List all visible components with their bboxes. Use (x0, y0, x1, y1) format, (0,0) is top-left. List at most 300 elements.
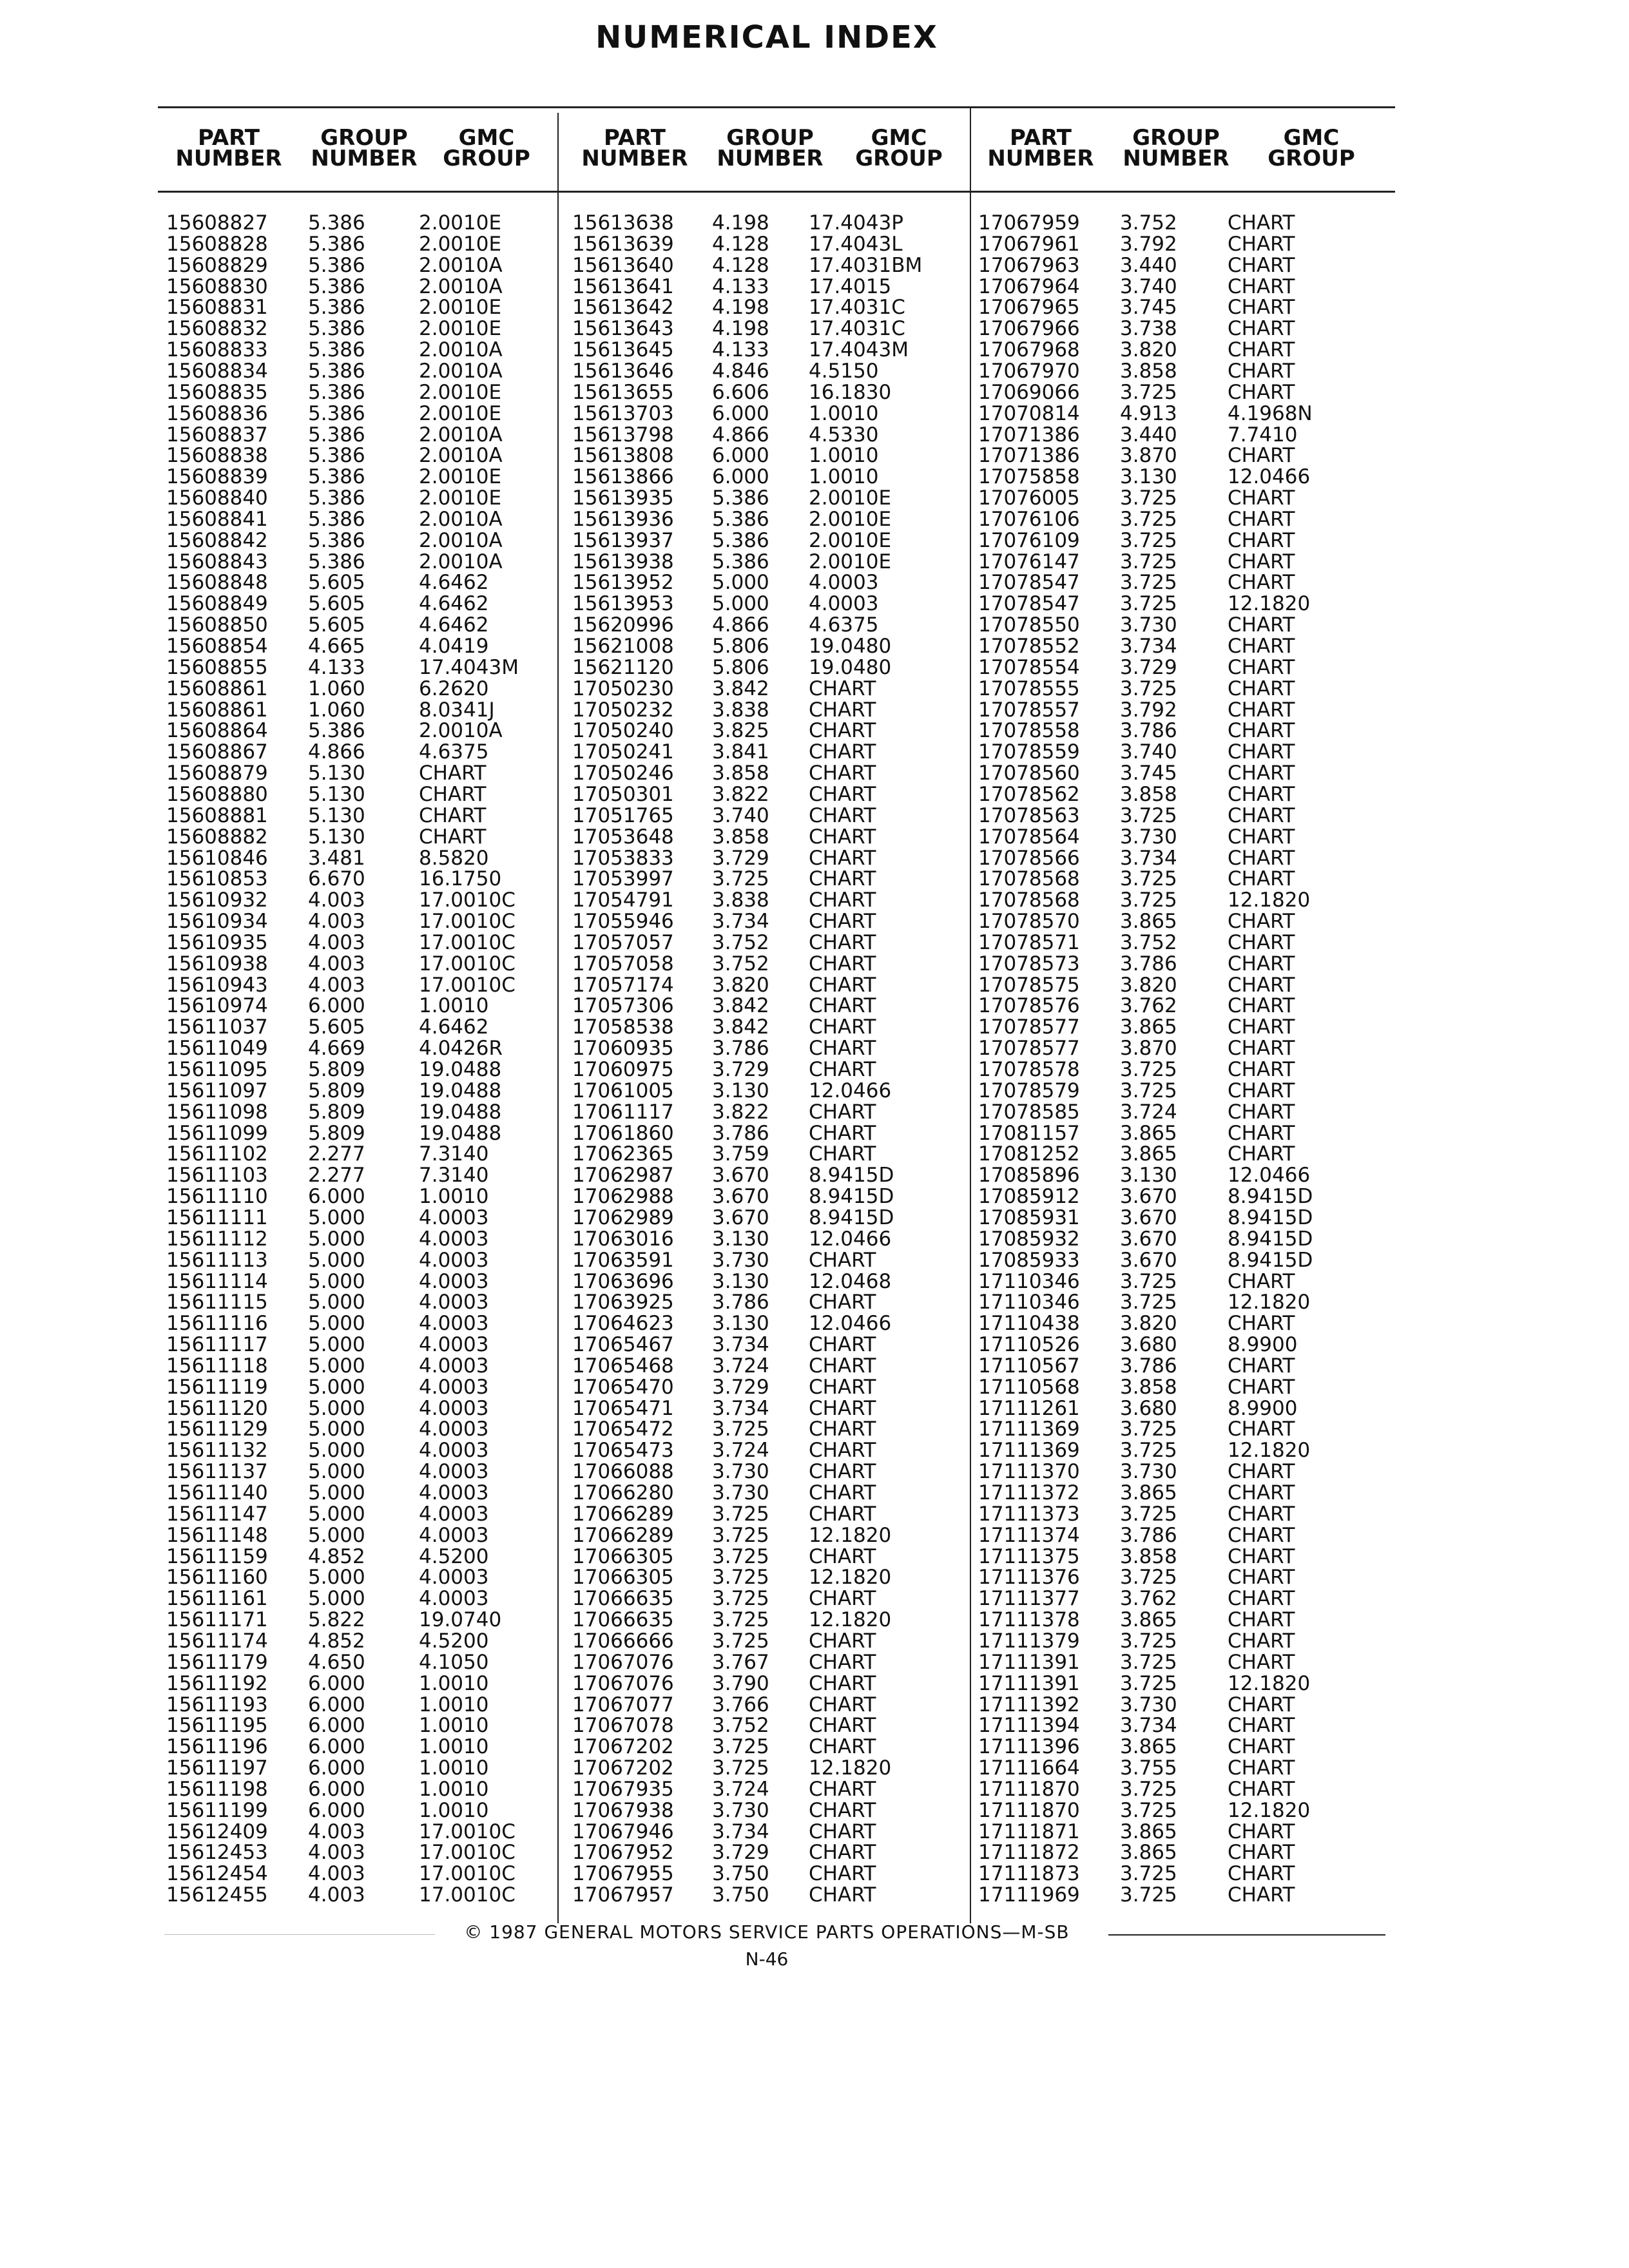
col2-row55-part-number: 17065468 (572, 1354, 674, 1378)
col2-row29-group-number: 3.740 (712, 803, 769, 827)
col3-row50-part-number: 17085933 (978, 1248, 1080, 1272)
col1-row29-group-number: 5.130 (308, 803, 365, 827)
col3-row40-gmc-group: CHART (1228, 1037, 1295, 1061)
col1-row53-part-number: 15611116 (166, 1312, 268, 1336)
col3-row41-group-number: 3.725 (1120, 1058, 1177, 1081)
col2-row30-part-number: 17053648 (572, 825, 674, 849)
col3-row66-gmc-group: CHART (1228, 1587, 1295, 1611)
col1-row17-gmc-group: 2.0010A (419, 550, 503, 573)
col3-row32-group-number: 3.725 (1120, 867, 1177, 891)
col2-row50-group-number: 3.730 (712, 1248, 769, 1272)
col1-row4-group-number: 5.386 (308, 274, 365, 298)
col2-row1-gmc-group: 17.4043P (809, 211, 903, 235)
col3-row32-gmc-group: CHART (1228, 867, 1295, 891)
col1-row52-part-number: 15611115 (166, 1291, 268, 1314)
col2-row25-part-number: 17050240 (572, 719, 674, 743)
col2-row57-group-number: 3.734 (712, 1396, 769, 1420)
col3-row30-gmc-group: CHART (1228, 825, 1295, 849)
col1-row51-gmc-group: 4.0003 (419, 1269, 489, 1293)
col1-row64-gmc-group: 4.5200 (419, 1544, 489, 1568)
col1-row66-gmc-group: 4.0003 (419, 1587, 489, 1611)
col1-row80-gmc-group: 17.0010C (419, 1883, 516, 1907)
header-group-number-2: GROUP NUMBER (717, 125, 824, 171)
col2-row52-gmc-group: CHART (809, 1291, 876, 1314)
col1-row38-group-number: 6.000 (308, 994, 365, 1018)
col1-row50-gmc-group: 4.0003 (419, 1248, 489, 1272)
col3-row75-gmc-group: CHART (1228, 1777, 1295, 1801)
col1-row30-gmc-group: CHART (419, 825, 487, 849)
col1-row58-part-number: 15611129 (166, 1418, 268, 1441)
col3-row74-gmc-group: CHART (1228, 1756, 1295, 1780)
col2-row5-group-number: 4.198 (712, 296, 769, 320)
col1-row76-part-number: 15611199 (166, 1798, 268, 1822)
col3-row73-gmc-group: CHART (1228, 1735, 1295, 1759)
col2-row42-part-number: 17061005 (572, 1079, 674, 1102)
col1-row46-gmc-group: 7.3140 (419, 1164, 489, 1187)
col3-row36-gmc-group: CHART (1228, 952, 1295, 975)
col1-row7-part-number: 15608833 (166, 338, 268, 362)
col3-row40-part-number: 17078577 (978, 1037, 1080, 1061)
col3-row57-group-number: 3.680 (1120, 1396, 1177, 1420)
col1-row35-group-number: 4.003 (308, 930, 365, 954)
col3-row74-part-number: 17111664 (978, 1756, 1080, 1780)
col1-row79-part-number: 15612454 (166, 1862, 268, 1886)
col3-row10-group-number: 4.913 (1120, 401, 1177, 425)
col3-row12-part-number: 17071386 (978, 444, 1080, 468)
col2-row78-group-number: 3.729 (712, 1841, 769, 1865)
col3-row24-gmc-group: CHART (1228, 698, 1295, 722)
col2-row72-part-number: 17067078 (572, 1714, 674, 1738)
col3-row33-part-number: 17078568 (978, 889, 1080, 912)
col2-row56-group-number: 3.729 (712, 1375, 769, 1399)
col2-row67-group-number: 3.725 (712, 1608, 769, 1632)
col3-row17-group-number: 3.725 (1120, 550, 1177, 573)
col1-row61-group-number: 5.000 (308, 1481, 365, 1504)
col3-row63-group-number: 3.786 (1120, 1523, 1177, 1547)
col3-row59-group-number: 3.725 (1120, 1439, 1177, 1463)
col1-row40-part-number: 15611049 (166, 1037, 268, 1061)
col2-row16-group-number: 5.386 (712, 528, 769, 552)
col2-row31-gmc-group: CHART (809, 846, 876, 870)
col2-row8-part-number: 15613646 (572, 359, 674, 383)
col1-row23-group-number: 1.060 (308, 677, 365, 700)
col1-row14-part-number: 15608840 (166, 486, 268, 510)
col2-row7-group-number: 4.133 (712, 338, 769, 362)
col2-row32-part-number: 17053997 (572, 867, 674, 891)
col3-row52-group-number: 3.725 (1120, 1291, 1177, 1314)
col1-row31-group-number: 3.481 (308, 846, 365, 870)
col2-row17-part-number: 15613938 (572, 550, 674, 573)
col2-row14-group-number: 5.386 (712, 486, 769, 510)
col2-row62-part-number: 17066289 (572, 1502, 674, 1526)
col3-row25-part-number: 17078558 (978, 719, 1080, 743)
col3-row15-group-number: 3.725 (1120, 507, 1177, 531)
col2-row63-group-number: 3.725 (712, 1523, 769, 1547)
col3-row27-group-number: 3.745 (1120, 762, 1177, 785)
col2-row68-gmc-group: CHART (809, 1629, 876, 1653)
column-divider-2 (970, 106, 971, 1923)
col3-row27-gmc-group: CHART (1228, 762, 1295, 785)
col1-row60-gmc-group: 4.0003 (419, 1460, 489, 1484)
col1-row46-group-number: 2.277 (308, 1164, 365, 1187)
col3-row49-group-number: 3.670 (1120, 1227, 1177, 1251)
col1-row80-group-number: 4.003 (308, 1883, 365, 1907)
col1-row12-gmc-group: 2.0010A (419, 444, 503, 468)
col2-row63-part-number: 17066289 (572, 1523, 674, 1547)
col3-row78-gmc-group: CHART (1228, 1841, 1295, 1865)
col2-row38-part-number: 17057306 (572, 994, 674, 1018)
col2-row19-gmc-group: 4.0003 (809, 592, 879, 616)
col3-row8-part-number: 17067970 (978, 359, 1080, 383)
col3-row17-part-number: 17076147 (978, 550, 1080, 573)
col3-row18-group-number: 3.725 (1120, 571, 1177, 595)
col2-row63-gmc-group: 12.1820 (809, 1523, 892, 1547)
col3-row67-group-number: 3.865 (1120, 1608, 1177, 1632)
col3-row16-group-number: 3.725 (1120, 528, 1177, 552)
col3-row43-gmc-group: CHART (1228, 1100, 1295, 1124)
col3-row69-group-number: 3.725 (1120, 1650, 1177, 1674)
col2-row29-part-number: 17051765 (572, 803, 674, 827)
col2-row59-gmc-group: CHART (809, 1439, 876, 1463)
col1-row6-group-number: 5.386 (308, 317, 365, 341)
col1-row32-group-number: 6.670 (308, 867, 365, 891)
col1-row63-group-number: 5.000 (308, 1523, 365, 1547)
col1-row73-part-number: 15611196 (166, 1735, 268, 1759)
col1-row62-part-number: 15611147 (166, 1502, 268, 1526)
col2-row23-group-number: 3.842 (712, 677, 769, 700)
col3-row31-part-number: 17078566 (978, 846, 1080, 870)
col2-row13-group-number: 6.000 (712, 465, 769, 489)
col1-row43-part-number: 15611098 (166, 1100, 268, 1124)
col1-row12-part-number: 15608838 (166, 444, 268, 468)
col2-row71-group-number: 3.766 (712, 1693, 769, 1716)
col2-row65-part-number: 17066305 (572, 1566, 674, 1590)
col1-row39-gmc-group: 4.6462 (419, 1015, 489, 1039)
col2-row46-gmc-group: 8.9415D (809, 1164, 894, 1187)
col1-row28-group-number: 5.130 (308, 782, 365, 806)
col3-row43-part-number: 17078585 (978, 1100, 1080, 1124)
col1-row6-part-number: 15608832 (166, 317, 268, 341)
col3-row11-part-number: 17071386 (978, 423, 1080, 447)
col1-row20-gmc-group: 4.6462 (419, 613, 489, 637)
col2-row8-gmc-group: 4.5150 (809, 359, 879, 383)
column-divider-1 (557, 113, 559, 1923)
col3-row55-gmc-group: CHART (1228, 1354, 1295, 1378)
col1-row51-group-number: 5.000 (308, 1269, 365, 1293)
header-bottom-rule (158, 191, 1395, 193)
col2-row9-part-number: 15613655 (572, 380, 674, 404)
col1-row45-group-number: 2.277 (308, 1142, 365, 1166)
col3-row68-group-number: 3.725 (1120, 1629, 1177, 1653)
col1-row67-gmc-group: 19.0740 (419, 1608, 502, 1632)
col2-row73-part-number: 17067202 (572, 1735, 674, 1759)
col3-row6-gmc-group: CHART (1228, 317, 1295, 341)
col2-row54-group-number: 3.734 (712, 1333, 769, 1357)
col3-row4-gmc-group: CHART (1228, 274, 1295, 298)
col1-row15-gmc-group: 2.0010A (419, 507, 503, 531)
col1-row44-gmc-group: 19.0488 (419, 1121, 502, 1145)
col3-row34-group-number: 3.865 (1120, 910, 1177, 934)
col2-row42-group-number: 3.130 (712, 1079, 769, 1102)
col1-row22-part-number: 15608855 (166, 655, 268, 679)
col3-row56-group-number: 3.858 (1120, 1375, 1177, 1399)
col3-row31-group-number: 3.734 (1120, 846, 1177, 870)
col3-row59-gmc-group: 12.1820 (1228, 1439, 1311, 1463)
col2-row37-gmc-group: CHART (809, 973, 876, 997)
col2-row48-group-number: 3.670 (712, 1206, 769, 1229)
col3-row60-gmc-group: CHART (1228, 1460, 1295, 1484)
col1-row61-gmc-group: 4.0003 (419, 1481, 489, 1504)
col1-row25-gmc-group: 2.0010A (419, 719, 503, 743)
col1-row33-gmc-group: 17.0010C (419, 889, 516, 912)
col2-row62-group-number: 3.725 (712, 1502, 769, 1526)
col1-row14-gmc-group: 2.0010E (419, 486, 502, 510)
col3-row13-group-number: 3.130 (1120, 465, 1177, 489)
col1-row35-part-number: 15610935 (166, 930, 268, 954)
col1-row22-group-number: 4.133 (308, 655, 365, 679)
col2-row22-part-number: 15621120 (572, 655, 674, 679)
col2-row80-group-number: 3.750 (712, 1883, 769, 1907)
col1-row33-group-number: 4.003 (308, 889, 365, 912)
col2-row35-part-number: 17057057 (572, 930, 674, 954)
col2-row31-group-number: 3.729 (712, 846, 769, 870)
col3-row21-group-number: 3.734 (1120, 635, 1177, 658)
col3-row44-part-number: 17081157 (978, 1121, 1080, 1145)
col3-row69-part-number: 17111391 (978, 1650, 1080, 1674)
col3-row24-group-number: 3.792 (1120, 698, 1177, 722)
col2-row62-gmc-group: CHART (809, 1502, 876, 1526)
col3-row33-group-number: 3.725 (1120, 889, 1177, 912)
col2-row68-group-number: 3.725 (712, 1629, 769, 1653)
col2-row42-gmc-group: 12.0466 (809, 1079, 892, 1102)
col2-row1-group-number: 4.198 (712, 211, 769, 235)
col2-row76-gmc-group: CHART (809, 1798, 876, 1822)
col3-row50-gmc-group: 8.9415D (1228, 1248, 1313, 1272)
col2-row43-part-number: 17061117 (572, 1100, 674, 1124)
col3-row69-gmc-group: CHART (1228, 1650, 1295, 1674)
col2-row44-gmc-group: CHART (809, 1121, 876, 1145)
col3-row61-part-number: 17111372 (978, 1481, 1080, 1504)
col2-row4-group-number: 4.133 (712, 274, 769, 298)
col1-row52-group-number: 5.000 (308, 1291, 365, 1314)
col1-row11-gmc-group: 2.0010A (419, 423, 503, 447)
col1-row48-part-number: 15611111 (166, 1206, 268, 1229)
col2-row53-gmc-group: 12.0466 (809, 1312, 892, 1336)
col3-row30-part-number: 17078564 (978, 825, 1080, 849)
col1-row7-gmc-group: 2.0010A (419, 338, 503, 362)
col3-row23-gmc-group: CHART (1228, 677, 1295, 700)
col1-row69-part-number: 15611179 (166, 1650, 268, 1674)
col1-row24-gmc-group: 8.0341J (419, 698, 495, 722)
col2-row6-group-number: 4.198 (712, 317, 769, 341)
col2-row46-part-number: 17062987 (572, 1164, 674, 1187)
col3-row51-part-number: 17110346 (978, 1269, 1080, 1293)
col3-row14-gmc-group: CHART (1228, 486, 1295, 510)
col1-row21-group-number: 4.665 (308, 635, 365, 658)
col1-row68-gmc-group: 4.5200 (419, 1629, 489, 1653)
col3-row5-group-number: 3.745 (1120, 296, 1177, 320)
col2-row58-part-number: 17065472 (572, 1418, 674, 1441)
col1-row3-part-number: 15608829 (166, 253, 268, 277)
col3-row35-group-number: 3.752 (1120, 930, 1177, 954)
col1-row78-gmc-group: 17.0010C (419, 1841, 516, 1865)
col3-row2-part-number: 17067961 (978, 232, 1080, 256)
col1-row42-group-number: 5.809 (308, 1079, 365, 1102)
col3-row4-part-number: 17067964 (978, 274, 1080, 298)
col1-row57-gmc-group: 4.0003 (419, 1396, 489, 1420)
col2-row26-part-number: 17050241 (572, 740, 674, 764)
col1-row27-group-number: 5.130 (308, 762, 365, 785)
col2-row59-group-number: 3.724 (712, 1439, 769, 1463)
col1-row69-group-number: 4.650 (308, 1650, 365, 1674)
col2-row69-group-number: 3.767 (712, 1650, 769, 1674)
col3-row16-part-number: 17076109 (978, 528, 1080, 552)
col1-row22-gmc-group: 17.4043M (419, 655, 519, 679)
col1-row68-part-number: 15611174 (166, 1629, 268, 1653)
col2-row38-group-number: 3.842 (712, 994, 769, 1018)
col2-row79-group-number: 3.750 (712, 1862, 769, 1886)
col3-row48-gmc-group: 8.9415D (1228, 1206, 1313, 1229)
col3-row41-gmc-group: CHART (1228, 1058, 1295, 1081)
col1-row59-group-number: 5.000 (308, 1439, 365, 1463)
col2-row71-gmc-group: CHART (809, 1693, 876, 1716)
col2-row64-part-number: 17066305 (572, 1544, 674, 1568)
col1-row28-gmc-group: CHART (419, 782, 487, 806)
col3-row3-gmc-group: CHART (1228, 253, 1295, 277)
col3-row2-group-number: 3.792 (1120, 232, 1177, 256)
col3-row64-group-number: 3.858 (1120, 1544, 1177, 1568)
col2-row24-group-number: 3.838 (712, 698, 769, 722)
col2-row35-group-number: 3.752 (712, 930, 769, 954)
col2-row23-gmc-group: CHART (809, 677, 876, 700)
col2-row25-gmc-group: CHART (809, 719, 876, 743)
col2-row34-gmc-group: CHART (809, 910, 876, 934)
col3-row9-group-number: 3.725 (1120, 380, 1177, 404)
col2-row76-group-number: 3.730 (712, 1798, 769, 1822)
col1-row54-gmc-group: 4.0003 (419, 1333, 489, 1357)
col3-row63-gmc-group: CHART (1228, 1523, 1295, 1547)
col2-row49-part-number: 17063016 (572, 1227, 674, 1251)
col3-row72-gmc-group: CHART (1228, 1714, 1295, 1738)
col2-row46-group-number: 3.670 (712, 1164, 769, 1187)
col2-row27-part-number: 17050246 (572, 762, 674, 785)
col2-row2-group-number: 4.128 (712, 232, 769, 256)
col3-row11-group-number: 3.440 (1120, 423, 1177, 447)
col1-row47-group-number: 6.000 (308, 1185, 365, 1209)
header-part-number-1: PART NUMBER (175, 125, 282, 171)
col2-row48-part-number: 17062989 (572, 1206, 674, 1229)
col3-row78-group-number: 3.865 (1120, 1841, 1177, 1865)
header-part-number-2: PART NUMBER (581, 125, 688, 171)
col2-row75-group-number: 3.724 (712, 1777, 769, 1801)
col2-row41-part-number: 17060975 (572, 1058, 674, 1081)
col1-row36-group-number: 4.003 (308, 952, 365, 975)
col1-row72-group-number: 6.000 (308, 1714, 365, 1738)
col1-row14-group-number: 5.386 (308, 486, 365, 510)
col2-row1-part-number: 15613638 (572, 211, 674, 235)
col3-row41-part-number: 17078578 (978, 1058, 1080, 1081)
col1-row30-group-number: 5.130 (308, 825, 365, 849)
col2-row38-gmc-group: CHART (809, 994, 876, 1018)
col2-row40-part-number: 17060935 (572, 1037, 674, 1061)
col2-row6-gmc-group: 17.4031C (809, 317, 905, 341)
col1-row41-part-number: 15611095 (166, 1058, 268, 1081)
col3-row37-part-number: 17078575 (978, 973, 1080, 997)
col2-row44-part-number: 17061860 (572, 1121, 674, 1145)
col2-row74-part-number: 17067202 (572, 1756, 674, 1780)
col2-row52-part-number: 17063925 (572, 1291, 674, 1314)
col2-row21-group-number: 5.806 (712, 635, 769, 658)
col3-row25-group-number: 3.786 (1120, 719, 1177, 743)
col3-row7-gmc-group: CHART (1228, 338, 1295, 362)
col3-row20-gmc-group: CHART (1228, 613, 1295, 637)
header-group-number-1: GROUP NUMBER (311, 125, 418, 171)
col3-row3-part-number: 17067963 (978, 253, 1080, 277)
col3-row9-part-number: 17069066 (978, 380, 1080, 404)
col2-row34-part-number: 17055946 (572, 910, 674, 934)
col2-row22-group-number: 5.806 (712, 655, 769, 679)
col2-row75-part-number: 17067935 (572, 1777, 674, 1801)
col2-row18-gmc-group: 4.0003 (809, 571, 879, 595)
col1-row26-gmc-group: 4.6375 (419, 740, 489, 764)
col1-row13-part-number: 15608839 (166, 465, 268, 489)
col1-row2-gmc-group: 2.0010E (419, 232, 502, 256)
col1-row13-group-number: 5.386 (308, 465, 365, 489)
col1-row70-gmc-group: 1.0010 (419, 1671, 489, 1695)
col3-row1-gmc-group: CHART (1228, 211, 1295, 235)
col1-row34-group-number: 4.003 (308, 910, 365, 934)
col2-row60-group-number: 3.730 (712, 1460, 769, 1484)
col1-row68-group-number: 4.852 (308, 1629, 365, 1653)
col3-row56-gmc-group: CHART (1228, 1375, 1295, 1399)
col3-row4-group-number: 3.740 (1120, 274, 1177, 298)
col2-row53-part-number: 17064623 (572, 1312, 674, 1336)
col2-row41-group-number: 3.729 (712, 1058, 769, 1081)
col3-row37-gmc-group: CHART (1228, 973, 1295, 997)
col3-row11-gmc-group: 7.7410 (1228, 423, 1298, 447)
col2-row59-part-number: 17065473 (572, 1439, 674, 1463)
col1-row50-group-number: 5.000 (308, 1248, 365, 1272)
col3-row14-part-number: 17076005 (978, 486, 1080, 510)
col2-row52-group-number: 3.786 (712, 1291, 769, 1314)
col3-row13-part-number: 17075858 (978, 465, 1080, 489)
col2-row5-part-number: 15613642 (572, 296, 674, 320)
col1-row54-part-number: 15611117 (166, 1333, 268, 1357)
col3-row8-group-number: 3.858 (1120, 359, 1177, 383)
col3-row26-gmc-group: CHART (1228, 740, 1295, 764)
col2-row27-gmc-group: CHART (809, 762, 876, 785)
col2-row77-gmc-group: CHART (809, 1820, 876, 1843)
col2-row4-part-number: 15613641 (572, 274, 674, 298)
col3-row70-gmc-group: 12.1820 (1228, 1671, 1311, 1695)
col3-row77-gmc-group: CHART (1228, 1820, 1295, 1843)
col3-row49-gmc-group: 8.9415D (1228, 1227, 1313, 1251)
col1-row8-gmc-group: 2.0010A (419, 359, 503, 383)
col2-row47-gmc-group: 8.9415D (809, 1185, 894, 1209)
col3-row77-part-number: 17111871 (978, 1820, 1080, 1843)
col2-row11-part-number: 15613798 (572, 423, 674, 447)
col3-row3-group-number: 3.440 (1120, 253, 1177, 277)
col3-row46-gmc-group: 12.0466 (1228, 1164, 1311, 1187)
col3-row32-part-number: 17078568 (978, 867, 1080, 891)
col2-row36-part-number: 17057058 (572, 952, 674, 975)
col2-row41-gmc-group: CHART (809, 1058, 876, 1081)
col1-row37-group-number: 4.003 (308, 973, 365, 997)
col2-row78-part-number: 17067952 (572, 1841, 674, 1865)
col2-row61-gmc-group: CHART (809, 1481, 876, 1504)
col2-row5-gmc-group: 17.4031C (809, 296, 905, 320)
col2-row80-gmc-group: CHART (809, 1883, 876, 1907)
